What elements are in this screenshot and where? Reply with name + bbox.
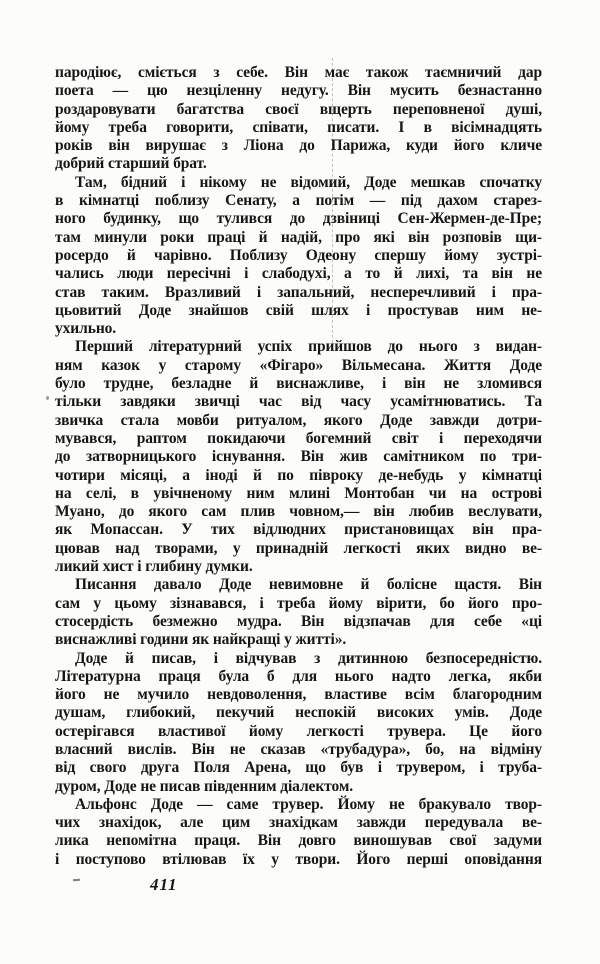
text-column — [55, 64, 542, 869]
text-line: в кімнатці поблизу Сенату, а потім — під дахом старез- — [55, 192, 542, 210]
scan-speck-artifact — [46, 396, 49, 400]
text-line: пародіює, сміється з себе. Він має також таємничий дар — [55, 64, 542, 81]
text-line: сам у цьому зізнавався, і треба йому вірити, бо його про- — [55, 594, 542, 612]
text-line: років він вирушає з Ліона до Парижа, куди його кличе — [55, 137, 542, 155]
paragraph — [55, 576, 542, 649]
text-line: роздаровувати багатства своєї вщерть переповненої душі, — [55, 100, 542, 118]
text-line: став таким. Вразливий і запальний, несперечливий і пра- — [55, 283, 542, 301]
text-line: його не мучило невдоволення, властиве всім благородним — [55, 686, 542, 704]
text-line: чотири місяці, а іноді й по півроку де-небудь у кімнатці — [55, 466, 542, 484]
text-line: лика непомітна праця. Він довго виношував свої задуми — [55, 832, 542, 850]
paragraph — [55, 64, 542, 174]
paragraph — [55, 174, 542, 339]
text-line: Літературна праця була б для нього надто легка, якби — [55, 667, 542, 685]
text-line: цьовитий Доде знайшов свій шлях і простував ним не- — [55, 301, 542, 319]
text-line: ликий хист і глибину думки. — [55, 558, 253, 576]
text-line: як Мопассан. У тих відлюдних пристановищах він пра- — [55, 521, 542, 539]
paragraph — [55, 338, 542, 576]
text-line: там минули роки праці й надій, про які він розповів щи- — [55, 228, 542, 246]
text-line: чались люди пересічні і слабодухі, а то й лихі, та він не — [55, 265, 542, 283]
text-line: на селі, в увічненому ним млині Монтобан чи на острові — [55, 484, 542, 502]
text-line: Писання давало Доде невимовне й болісне щастя. Він — [75, 576, 542, 594]
paragraph — [55, 650, 542, 796]
text-line: ням казок у старому «Фігаро» Вільмесана. Життя Доде — [55, 356, 542, 374]
text-line: і поступово втілював їх у твори. Його перші оповідання — [55, 850, 542, 868]
text-line: цював над творами, у принадній легкості яких видно ве- — [55, 539, 542, 557]
paragraph — [55, 796, 542, 869]
text-line: дуром, Доде не писав південним діалектом. — [55, 777, 354, 795]
text-line: Муано, до якого сам плив човном,— він любив веслувати, — [55, 503, 542, 521]
text-line: остерігався властивої йому легкості трувера. Це його — [55, 722, 542, 740]
text-line: виснажливі години як найкращі у житті». — [55, 631, 347, 649]
text-line: звичка стала мовби ритуалом, якого Доде завжди дотри- — [55, 411, 542, 429]
text-line: Доде й писав, і відчував з дитинною безпосередністю. — [75, 649, 542, 667]
scan-speck-artifact — [73, 879, 80, 881]
text-line: Альфонс Доде — саме трувер. Йому не бракувало твор- — [75, 795, 542, 813]
text-line: Перший літературний успіх прийшов до нього з видан- — [75, 338, 542, 356]
text-line: стосердість безмежно мудра. Він відзпачав для себе «ці — [55, 612, 542, 630]
text-line: від свого друга Поля Арена, що був і трувером, і труба- — [55, 759, 542, 777]
text-line: йому треба говорити, співати, писати. І в вісімнадцять — [55, 118, 542, 136]
text-line: мувався, раптом покидаючи богемний світ і переходячи — [55, 429, 542, 447]
text-line: чих знахідок, але цим знахідкам завжди передувала ве- — [55, 814, 542, 832]
text-line: Там, бідний і нікому не відомий, Доде мешкав спочатку — [75, 173, 542, 191]
text-line: душам, глибокий, пекучий неспокій високих умів. Доде — [55, 704, 542, 722]
text-line: ухильно. — [55, 320, 117, 338]
text-line: до затворницького існування. Він жив самітником по три- — [55, 448, 542, 466]
text-line: ного будинку, що тулився до дзвіниці Сен-Жермен-де-Пре; — [55, 210, 542, 228]
text-line: добрий старший брат. — [55, 155, 207, 173]
text-line: поета — цю незціленну недугу. Він мусить безнастанно — [55, 82, 542, 100]
page-number: 411 — [150, 875, 178, 894]
text-line: росердо й чарівно. Поблизу Одеону спершу йому зустрі- — [55, 246, 542, 264]
text-line: тільки завдяки звичці час від часу усамітнюватись. Та — [55, 393, 542, 411]
text-line: власний вислів. Він не сказав «трубадура», бо, на відміну — [55, 740, 542, 758]
text-line: було трудне, безладне й виснажливе, і він не зломився — [55, 375, 542, 393]
